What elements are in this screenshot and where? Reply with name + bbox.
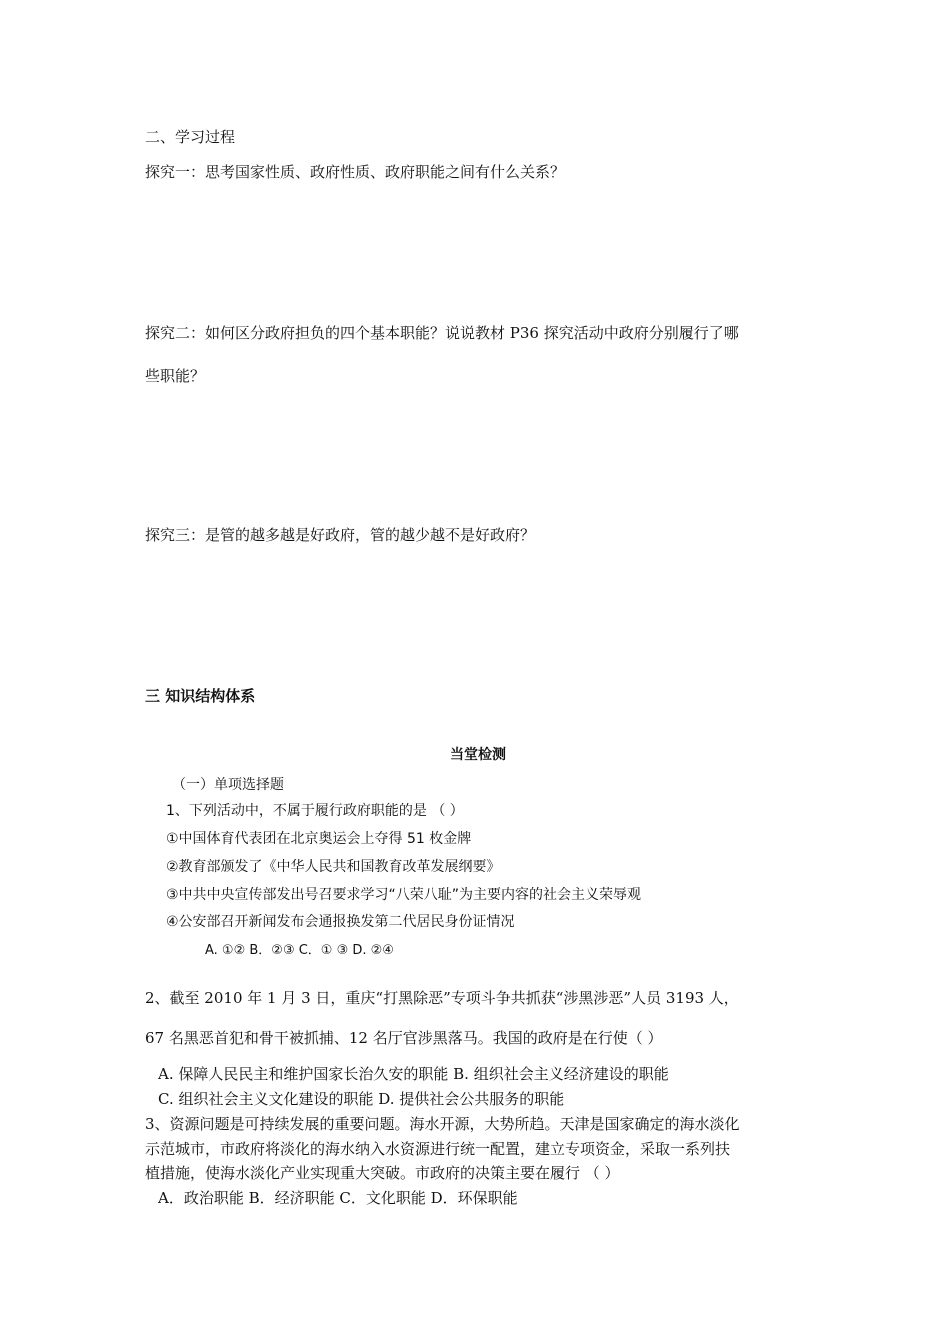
q2-options-line-1: A. 保障人民民主和维护国家长治久安的职能 B. 组织社会主义经济建设的职能: [158, 1065, 669, 1083]
quiz-title: 当堂检测: [450, 747, 506, 763]
q2-options-line-2: C. 组织社会主义文化建设的职能 D. 提供社会公共服务的职能: [158, 1090, 565, 1108]
q2-line-1: 2、截至 2010 年 1 月 3 日，重庆“打黑除恶”专项斗争共抓获“涉黑涉恶”人员 3193 人，: [145, 989, 739, 1007]
explore-three: 探究三：是管的越多越是好政府，管的越少越不是好政府？: [145, 526, 536, 544]
explore-one: 探究一：思考国家性质、政府性质、政府职能之间有什么关系？: [145, 163, 566, 181]
q3-line-3: 植措施，使海水淡化产业实现重大突破。市政府的决策主要在履行 （ ）: [145, 1164, 620, 1182]
q3-line-2: 示范城市，市政府将淡化的海水纳入水资源进行统一配置，建立专项资金，采取一系列扶: [145, 1140, 731, 1158]
q1-stem: 1、下列活动中，不属于履行政府职能的是 （ ）: [166, 803, 464, 819]
quiz-subsection: （一）单项选择题: [172, 777, 284, 793]
q1-item-3: ③中共中央宣传部发出号召要求学习“八荣八耻”为主要内容的社会主义荣辱观: [166, 887, 642, 903]
section-heading-learning-process: 二、学习过程: [145, 128, 236, 146]
section-heading-knowledge-structure: 三 知识结构体系: [145, 687, 256, 705]
q2-line-2: 67 名黑恶首犯和骨干被抓捕、12 名厅官涉黑落马。我国的政府是在行使（ ）: [145, 1029, 663, 1047]
q1-item-1: ①中国体育代表团在北京奥运会上夺得 51 枚金牌: [166, 831, 472, 847]
explore-two-line2: 些职能？: [145, 367, 206, 385]
q3-line-1: 3、资源问题是可持续发展的重要问题。海水开源，大势所趋。天津是国家确定的海水淡化: [145, 1115, 740, 1133]
q1-item-2: ②教育部颁发了《中华人民共和国教育改革发展纲要》: [166, 859, 501, 875]
q3-options: A．政治职能 B．经济职能 C．文化职能 D．环保职能: [158, 1189, 518, 1207]
explore-two-line1: 探究二：如何区分政府担负的四个基本职能？说说教材 P36 探究活动中政府分别履行了哪: [145, 324, 739, 342]
q1-item-4: ④公安部召开新闻发布会通报换发第二代居民身份证情况: [166, 914, 515, 930]
q1-options: A. ①② B．②③ C．① ③ D. ②④: [205, 943, 394, 958]
